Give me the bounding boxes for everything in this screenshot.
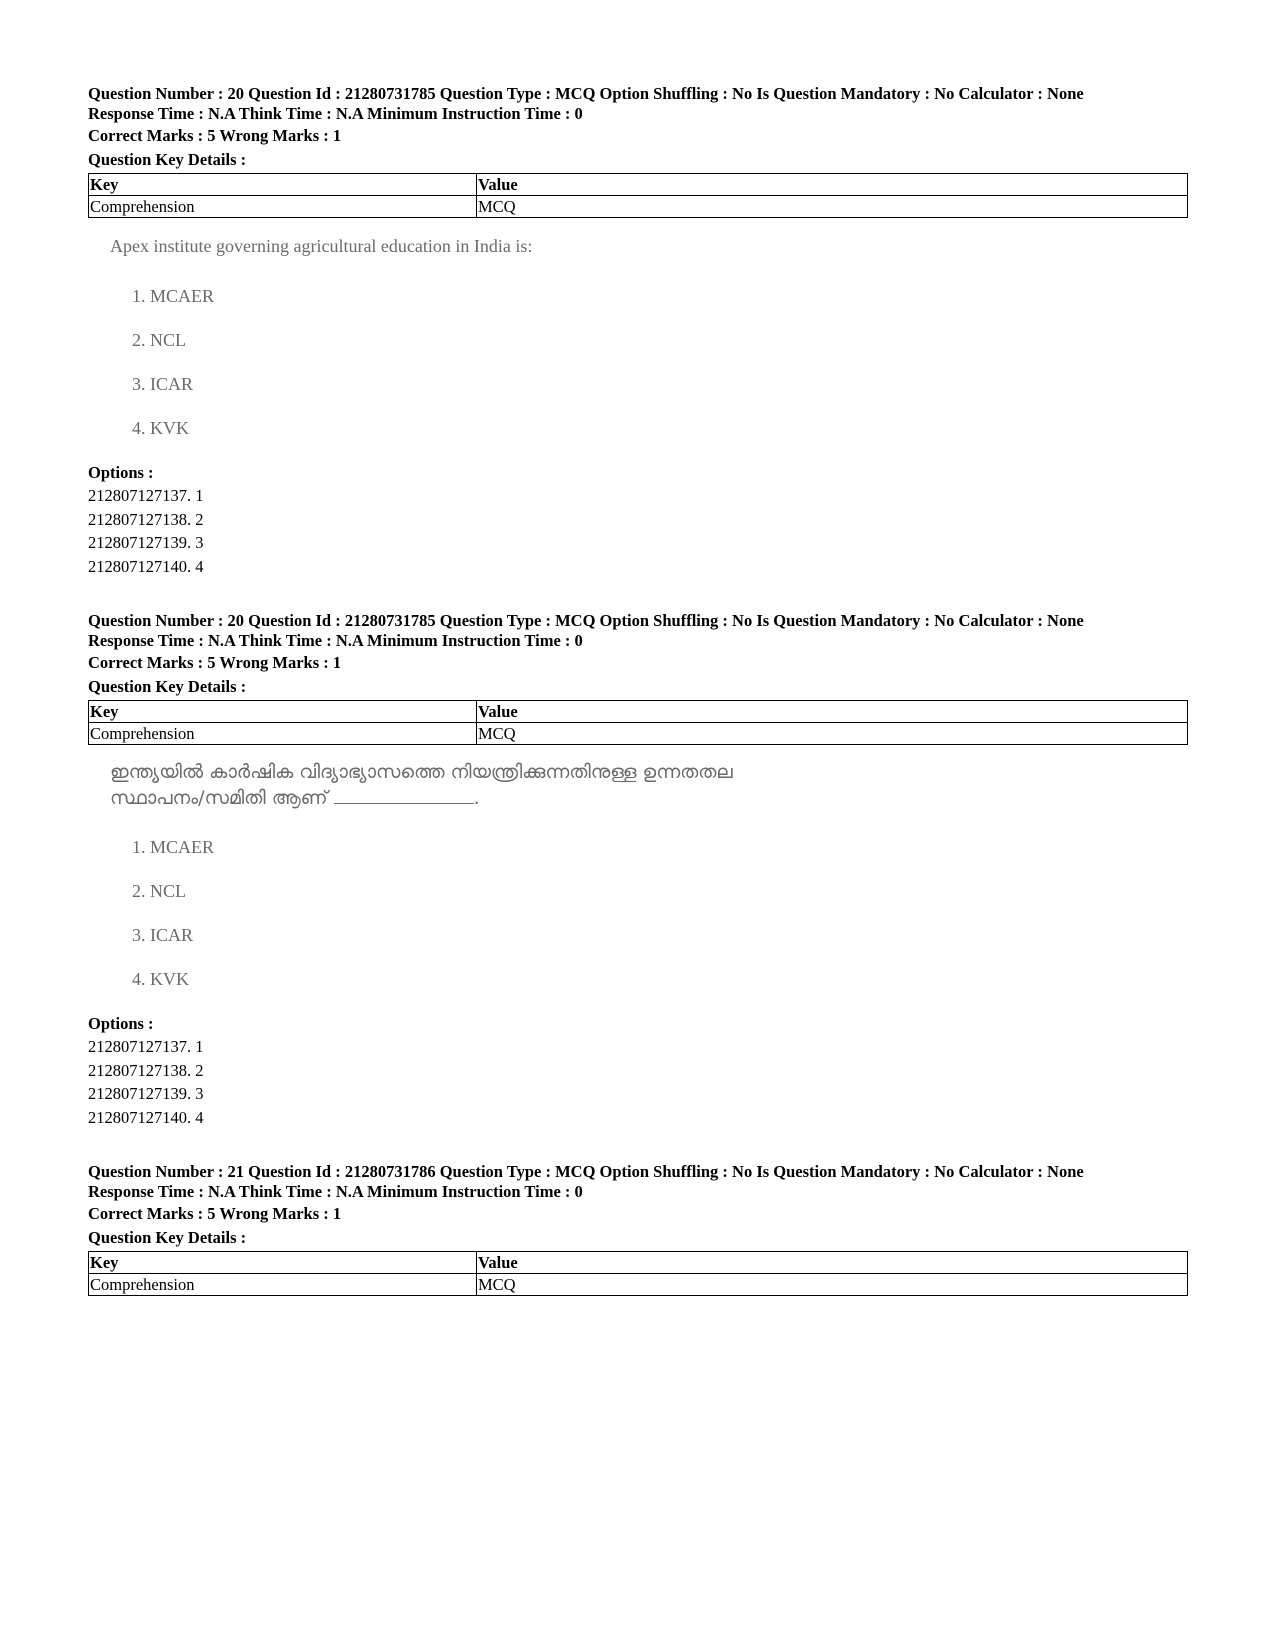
marks-line: Correct Marks : 5 Wrong Marks : 1 — [88, 1204, 342, 1223]
question-block-3 — [88, 1162, 1188, 1296]
table-header-key: Key — [89, 1252, 477, 1274]
answer-blank — [334, 785, 474, 804]
key-details-table — [88, 1251, 1188, 1296]
option-item: 212807127137. 1 — [88, 1037, 204, 1056]
question-option: 4. KVK — [132, 969, 189, 989]
table-cell-value: MCQ — [477, 1274, 1188, 1296]
question-image — [88, 232, 1188, 450]
question-block-1 — [88, 84, 1188, 578]
key-details-label: Question Key Details : — [88, 677, 247, 696]
table-cell-value: MCQ — [477, 196, 1188, 218]
question-meta-line: Question Number : 20 Question Id : 21280731785 Question Type : MCQ Option Shuffling : No Is Question Mandatory : No Calculator : None — [88, 84, 1084, 103]
question-timing-line: Response Time : N.A Think Time : N.A Minimum Instruction Time : 0 — [88, 631, 583, 650]
question-option: 2. NCL — [132, 881, 186, 901]
key-details-table — [88, 700, 1188, 745]
table-cell-key: Comprehension — [89, 1274, 477, 1296]
question-option: 2. NCL — [132, 330, 186, 350]
question-option: 4. KVK — [132, 418, 189, 438]
question-option: 1. MCAER — [132, 286, 215, 306]
question-option: 1. MCAER — [132, 837, 215, 857]
table-cell-key: Comprehension — [89, 196, 477, 218]
question-text-line: ഇന്ത്യയിൽ കാർഷിക വിദ്യാഭ്യാസത്തെ നിയന്ത്രിക്കുന്നതിനുള്ള ഉന്നതതല — [110, 761, 733, 783]
question-option: 3. ICAR — [132, 925, 194, 945]
options-label: Options : — [88, 1014, 154, 1033]
question-text: Apex institute governing agricultural education in India is: — [110, 236, 533, 256]
question-meta-line: Question Number : 20 Question Id : 21280731785 Question Type : MCQ Option Shuffling : No Is Question Mandatory : No Calculator : None — [88, 611, 1084, 630]
table-header-row — [89, 174, 1188, 196]
marks-line: Correct Marks : 5 Wrong Marks : 1 — [88, 126, 342, 145]
table-row — [89, 1274, 1188, 1296]
table-header-key: Key — [89, 174, 477, 196]
question-meta-line: Question Number : 21 Question Id : 21280731786 Question Type : MCQ Option Shuffling : No Is Question Mandatory : No Calculator : None — [88, 1162, 1084, 1181]
option-item: 212807127139. 3 — [88, 533, 204, 552]
table-header-key: Key — [89, 701, 477, 723]
table-header-row — [89, 1252, 1188, 1274]
question-meta — [88, 611, 1188, 651]
question-text-line: സ്ഥാപനം/സമിതി ആണ് — [110, 787, 328, 809]
table-header-row — [89, 701, 1188, 723]
key-details-label: Question Key Details : — [88, 1228, 247, 1247]
options-label: Options : — [88, 463, 154, 482]
option-item: 212807127139. 3 — [88, 1084, 204, 1103]
table-cell-value: MCQ — [477, 723, 1188, 745]
question-block-2 — [88, 611, 1188, 1129]
question-text-line-2: സ്ഥാപനം/സമിതി ആണ് . — [110, 787, 480, 809]
option-item: 212807127138. 2 — [88, 1060, 204, 1080]
key-details-label: Question Key Details : — [88, 150, 247, 169]
table-cell-key: Comprehension — [89, 723, 477, 745]
document-page — [88, 84, 1188, 1329]
question-image — [88, 759, 1188, 1001]
question-text-malayalam — [110, 759, 1188, 811]
question-timing-line: Response Time : N.A Think Time : N.A Minimum Instruction Time : 0 — [88, 104, 583, 123]
question-meta — [88, 1162, 1188, 1202]
question-meta — [88, 84, 1188, 124]
question-option: 3. ICAR — [132, 374, 194, 394]
table-header-value: Value — [477, 174, 1188, 196]
option-item: 212807127140. 4 — [88, 556, 204, 576]
question-timing-line: Response Time : N.A Think Time : N.A Minimum Instruction Time : 0 — [88, 1182, 583, 1201]
key-details-table — [88, 173, 1188, 218]
option-item: 212807127137. 1 — [88, 486, 204, 505]
marks-line: Correct Marks : 5 Wrong Marks : 1 — [88, 653, 342, 672]
table-row — [89, 723, 1188, 745]
table-row — [89, 196, 1188, 218]
option-item: 212807127140. 4 — [88, 1107, 204, 1127]
table-header-value: Value — [477, 1252, 1188, 1274]
table-header-value: Value — [477, 701, 1188, 723]
option-item: 212807127138. 2 — [88, 509, 204, 529]
